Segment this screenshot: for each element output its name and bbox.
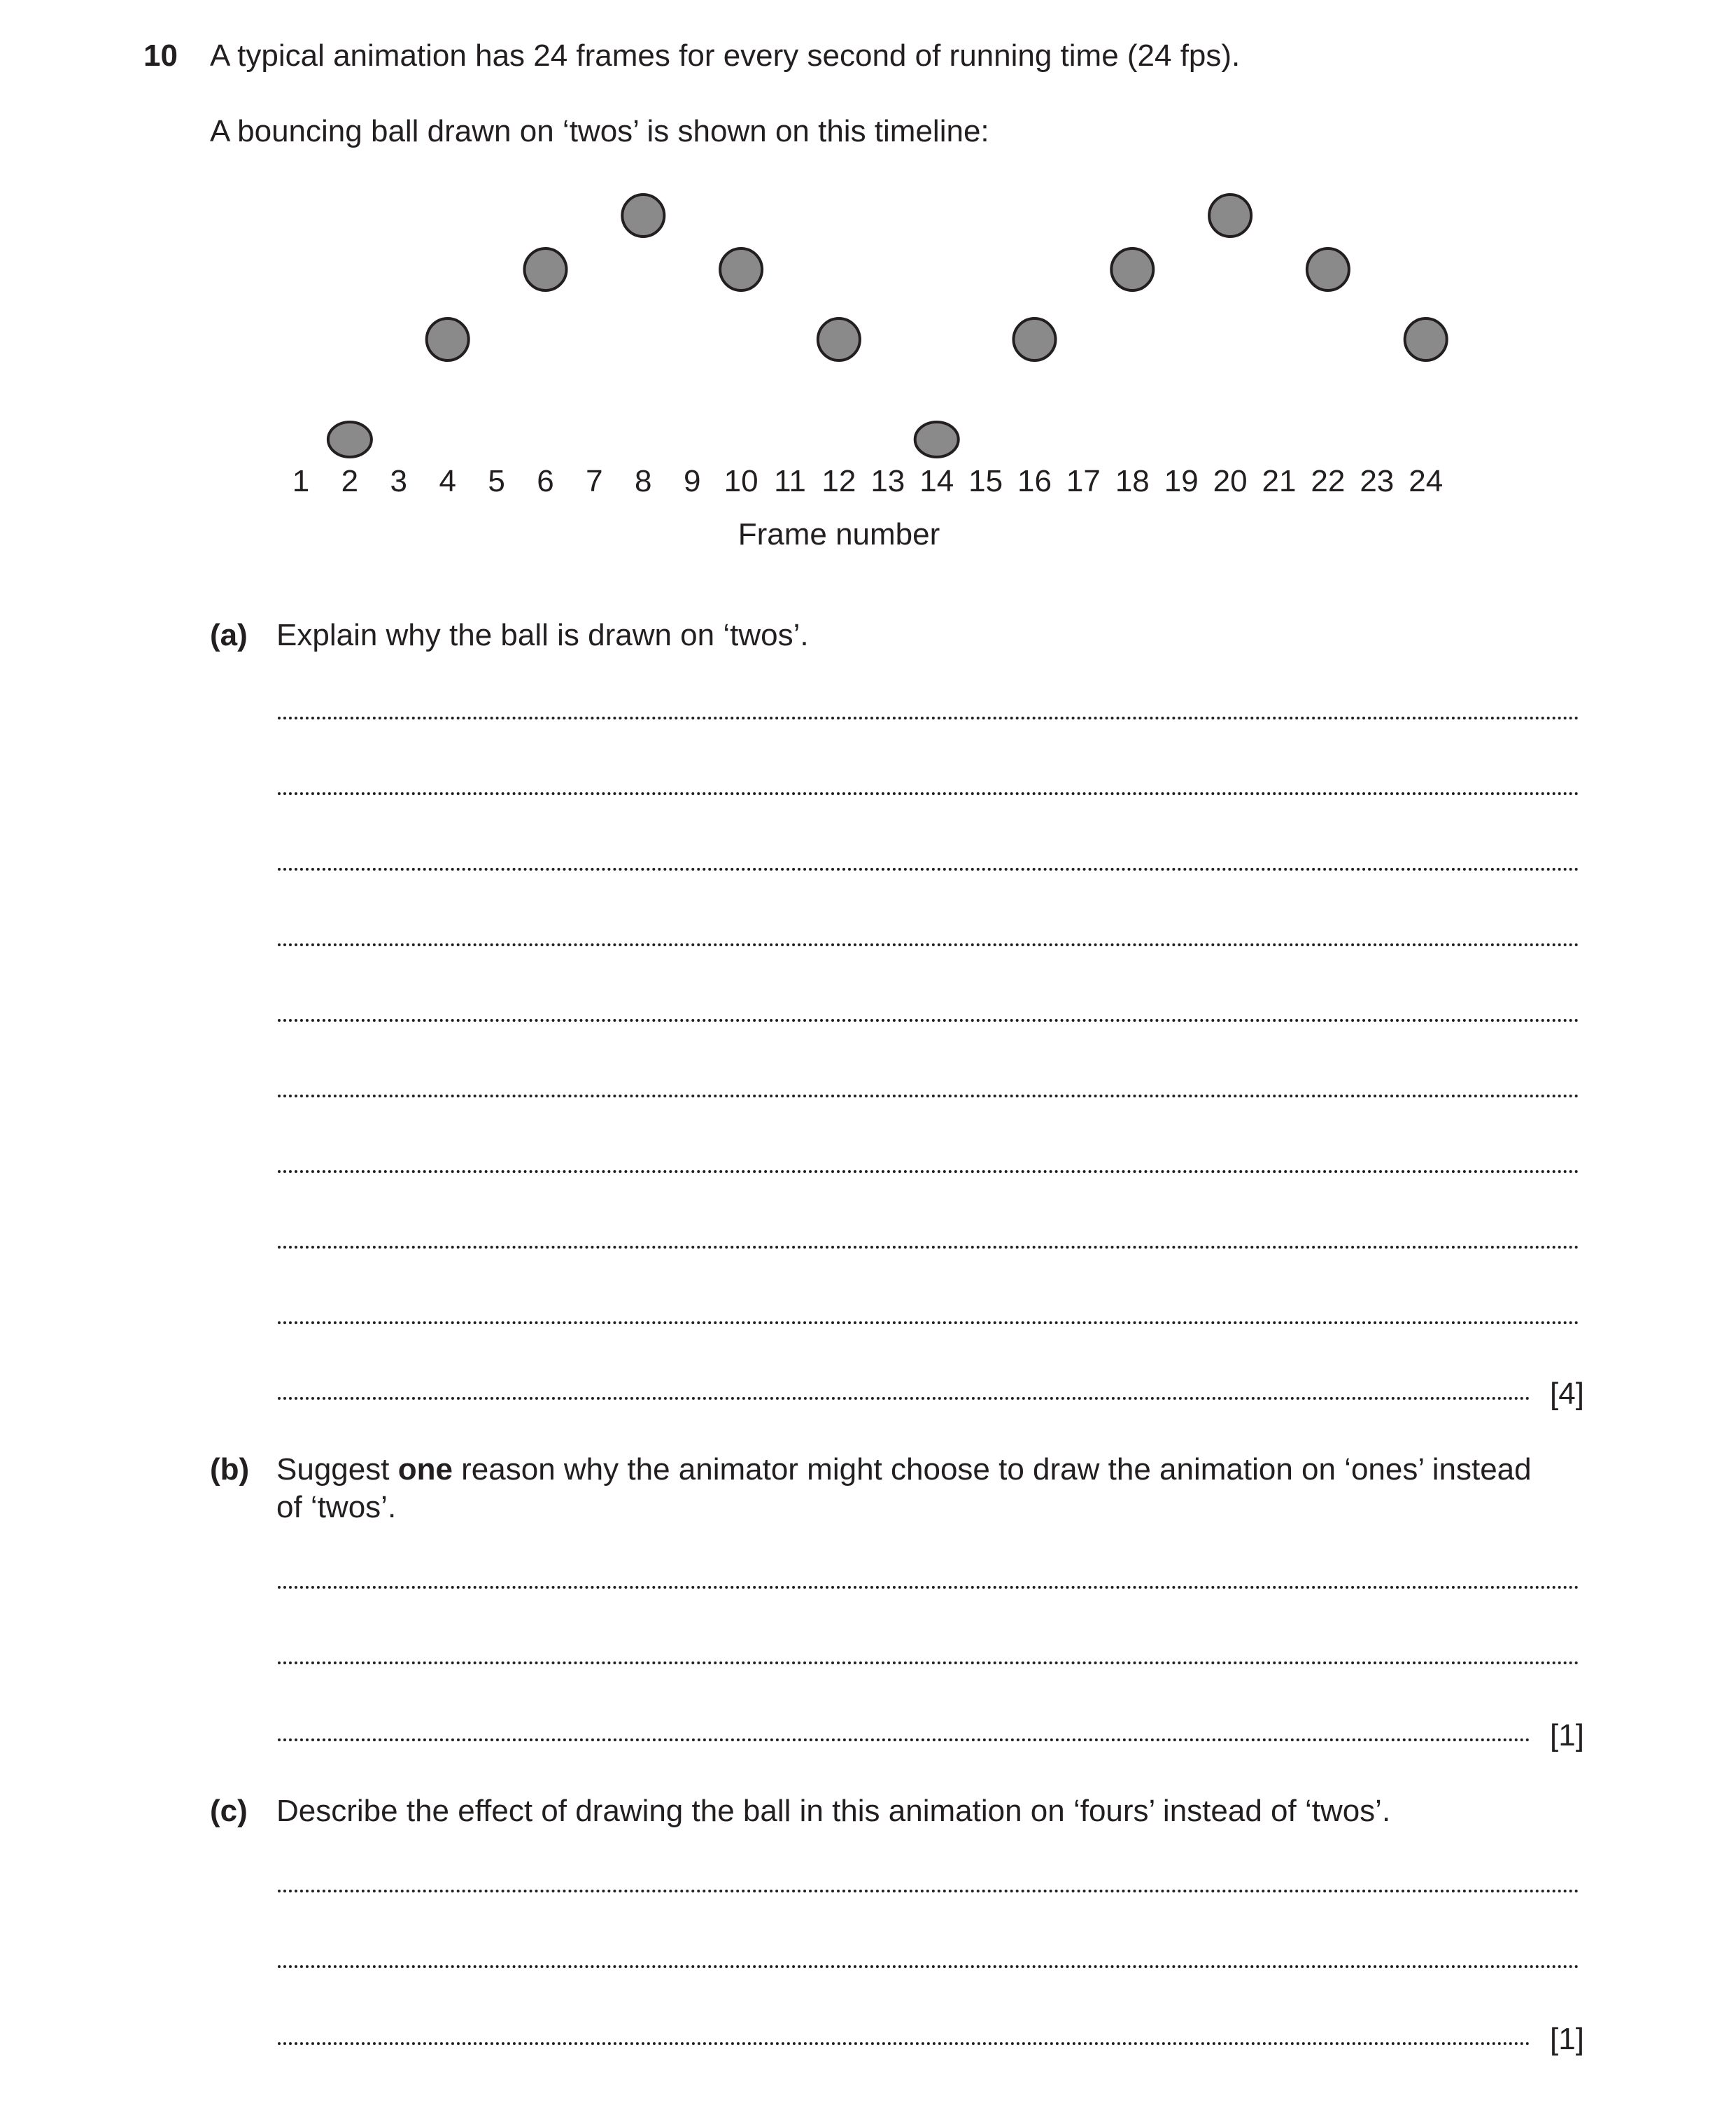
frame-tick-8: 8 [635, 464, 652, 498]
frame-ticks [292, 464, 1443, 498]
ball-frame-24 [1405, 318, 1447, 360]
timeline-xlabel: Frame number [738, 517, 940, 551]
frame-tick-12: 12 [821, 464, 856, 498]
answer-line-a4[interactable] [278, 943, 1579, 946]
frame-tick-10: 10 [724, 464, 758, 498]
part-b-question [276, 1452, 1532, 1488]
ball-frame-22 [1307, 248, 1349, 290]
answer-line-a3[interactable] [278, 868, 1579, 871]
answer-line-a9[interactable] [278, 1321, 1579, 1324]
frame-tick-22: 22 [1311, 464, 1346, 498]
frame-tick-19: 19 [1164, 464, 1199, 498]
frame-tick-5: 5 [488, 464, 505, 498]
ball-frame-14 [915, 422, 959, 457]
answer-line-a1[interactable] [278, 717, 1579, 719]
answer-line-a5[interactable] [278, 1019, 1579, 1022]
balls-layer [328, 195, 1447, 457]
answer-line-b3[interactable] [278, 1738, 1530, 1741]
part-a-marks: [4] [1550, 1377, 1584, 1411]
frame-tick-14: 14 [919, 464, 954, 498]
answer-line-a2[interactable] [278, 792, 1579, 795]
ball-frame-8 [622, 195, 664, 237]
frame-tick-4: 4 [439, 464, 456, 498]
ball-frame-10 [720, 248, 762, 290]
answer-line-a7[interactable] [278, 1170, 1579, 1173]
frame-tick-20: 20 [1213, 464, 1248, 498]
answer-line-a6[interactable] [278, 1095, 1579, 1097]
ball-frame-18 [1111, 248, 1153, 290]
bouncing-ball-timeline [0, 0, 1736, 574]
frame-tick-9: 9 [683, 464, 701, 498]
frame-tick-2: 2 [341, 464, 359, 498]
ball-frame-2 [328, 422, 372, 457]
frame-tick-24: 24 [1409, 464, 1444, 498]
frame-tick-18: 18 [1115, 464, 1150, 498]
answer-line-a8[interactable] [278, 1246, 1579, 1249]
part-c-marks: [1] [1550, 2022, 1584, 2056]
question-number: 10 [143, 38, 178, 73]
ball-frame-16 [1014, 318, 1056, 360]
ball-frame-12 [818, 318, 860, 360]
frame-tick-7: 7 [586, 464, 603, 498]
frame-tick-3: 3 [390, 464, 408, 498]
question-lead: A bouncing ball drawn on ‘twos’ is shown on this timeline: [210, 114, 989, 148]
part-b-marks: [1] [1550, 1718, 1584, 1752]
frame-tick-13: 13 [870, 464, 905, 498]
part-b-text-pre: Suggest [276, 1452, 398, 1487]
part-a-label: (a) [210, 618, 248, 652]
ball-frame-20 [1209, 195, 1251, 237]
part-c-question: Describe the effect of drawing the ball in this animation on ‘fours’ instead of ‘twos’. [276, 1794, 1391, 1828]
question-intro: A typical animation has 24 frames for every second of running time (24 fps). [210, 38, 1241, 73]
part-b-label: (b) [210, 1452, 250, 1487]
ball-frame-6 [525, 248, 567, 290]
frame-tick-23: 23 [1360, 464, 1395, 498]
part-c-label: (c) [210, 1794, 248, 1828]
frame-tick-6: 6 [537, 464, 554, 498]
frame-tick-17: 17 [1066, 464, 1101, 498]
frame-tick-11: 11 [774, 464, 806, 498]
frame-tick-21: 21 [1262, 464, 1297, 498]
part-a-question: Explain why the ball is drawn on ‘twos’. [276, 618, 809, 652]
frame-tick-16: 16 [1017, 464, 1052, 498]
frame-tick-1: 1 [292, 464, 310, 498]
answer-line-a10[interactable] [278, 1397, 1530, 1400]
answer-line-c2[interactable] [278, 1965, 1579, 1968]
part-b-question-line2: of ‘twos’. [276, 1490, 397, 1524]
answer-line-c3[interactable] [278, 2042, 1530, 2045]
answer-line-b1[interactable] [278, 1586, 1579, 1589]
frame-tick-15: 15 [968, 464, 1003, 498]
part-b-text-bold: one [397, 1452, 453, 1487]
ball-frame-4 [427, 318, 469, 360]
part-b-text-post: reason why the animator might choose to draw the animation on ‘ones’ instead [452, 1452, 1532, 1487]
answer-line-c1[interactable] [278, 1890, 1579, 1892]
answer-line-b2[interactable] [278, 1661, 1579, 1664]
